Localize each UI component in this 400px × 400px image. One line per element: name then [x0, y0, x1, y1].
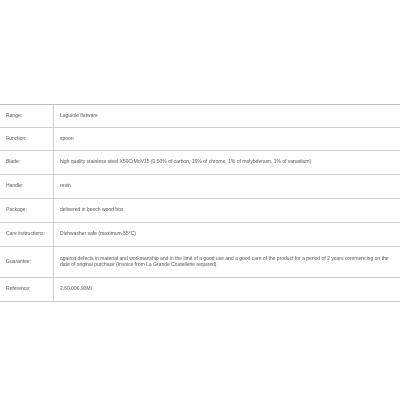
spec-value: 2.60.006.90MI	[60, 286, 92, 293]
spec-row-function	[0, 128, 400, 151]
spec-row-blade	[0, 151, 400, 175]
spec-label: Blade:	[0, 151, 54, 174]
spec-label: Reference:	[0, 278, 54, 301]
spec-value: spoon	[60, 135, 74, 142]
spec-value: Laguiole flatware	[60, 112, 98, 119]
spec-value: Dishwasher safe (maximum 55°C)	[60, 231, 136, 238]
spec-label: Package:	[0, 199, 54, 222]
spec-label: Handle:	[0, 175, 54, 198]
spec-row-care-instructions	[0, 223, 400, 247]
spec-row-guarantee	[0, 247, 400, 278]
spec-row-reference	[0, 278, 400, 302]
spec-label: Care instructions:	[0, 223, 54, 246]
spec-value: against defects in material and workmanship and in the limit of a good use and a good care of the product for a period of 2 years commencing on the date of original purchase (invoice from La Grande Coutellerie required)	[60, 255, 389, 268]
spec-row-handle	[0, 175, 400, 199]
spec-value: delivered in beech wood box	[60, 207, 124, 214]
spec-label: Function:	[0, 128, 54, 150]
spec-value: resin	[60, 183, 71, 190]
spec-label: Range:	[0, 105, 54, 127]
spec-label: Guarantee:	[0, 247, 54, 277]
spec-value: high quality stainless steel X50CrMoV15 (0.50% of carbon, 15% of chrome, 1% of molybdenum, 1% of vanadium)	[60, 159, 312, 166]
product-spec-table	[0, 104, 400, 302]
spec-row-range	[0, 105, 400, 128]
spec-row-package	[0, 199, 400, 223]
